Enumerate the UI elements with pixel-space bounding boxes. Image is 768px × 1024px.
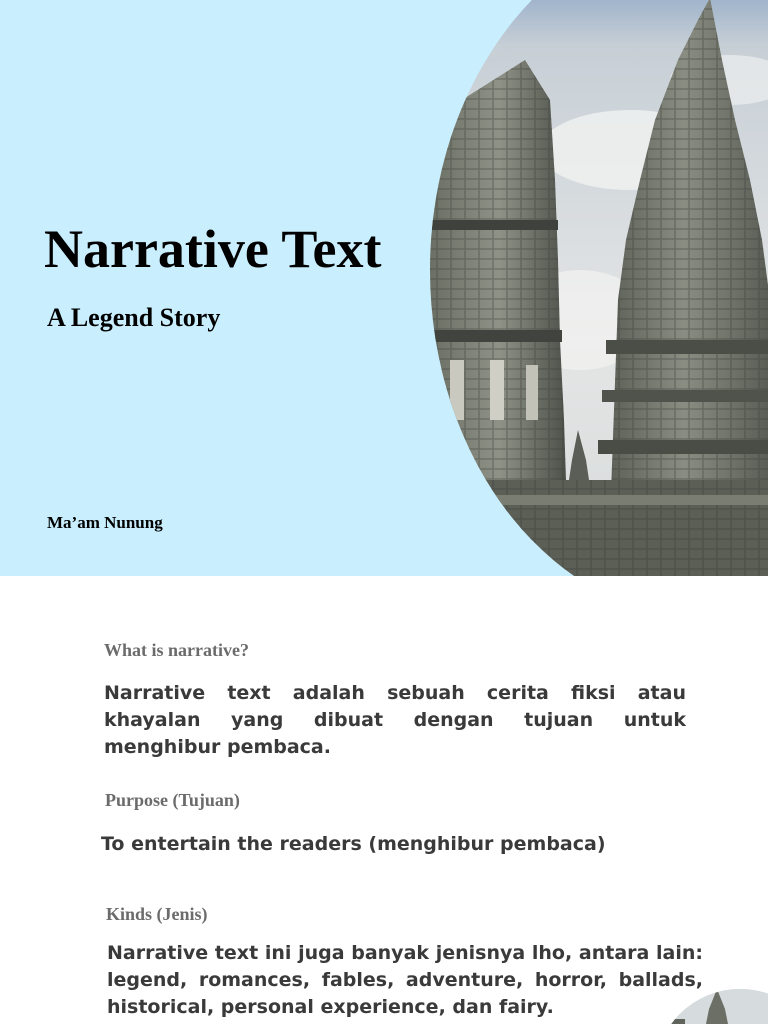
temple-illustration: [430, 0, 768, 576]
kinds-heading: Kinds (Jenis): [106, 904, 208, 924]
what-body: Narrative text adalah sebuah cerita fiksi atau khayalan yang dibuat dengan tujuan untuk menghibur pembaca.: [104, 682, 686, 758]
purpose-heading: Purpose (Tujuan): [105, 790, 240, 810]
what-heading: What is narrative?: [104, 640, 249, 660]
kinds-body: Narrative text ini juga banyak jenisnya lho, antara lain: legend, romances, fables, adventure, horror, ballads, historical, personal experience, dan fairy.: [107, 942, 703, 1018]
slide-title: Narrative Text: [44, 219, 382, 279]
content-slide: [0, 576, 768, 1024]
temple-photo: [430, 0, 768, 576]
author-name: Ma’am Nunung: [47, 513, 163, 532]
purpose-body: To entertain the readers (menghibur pembaca): [101, 833, 606, 855]
slide-subtitle: A Legend Story: [47, 303, 221, 332]
